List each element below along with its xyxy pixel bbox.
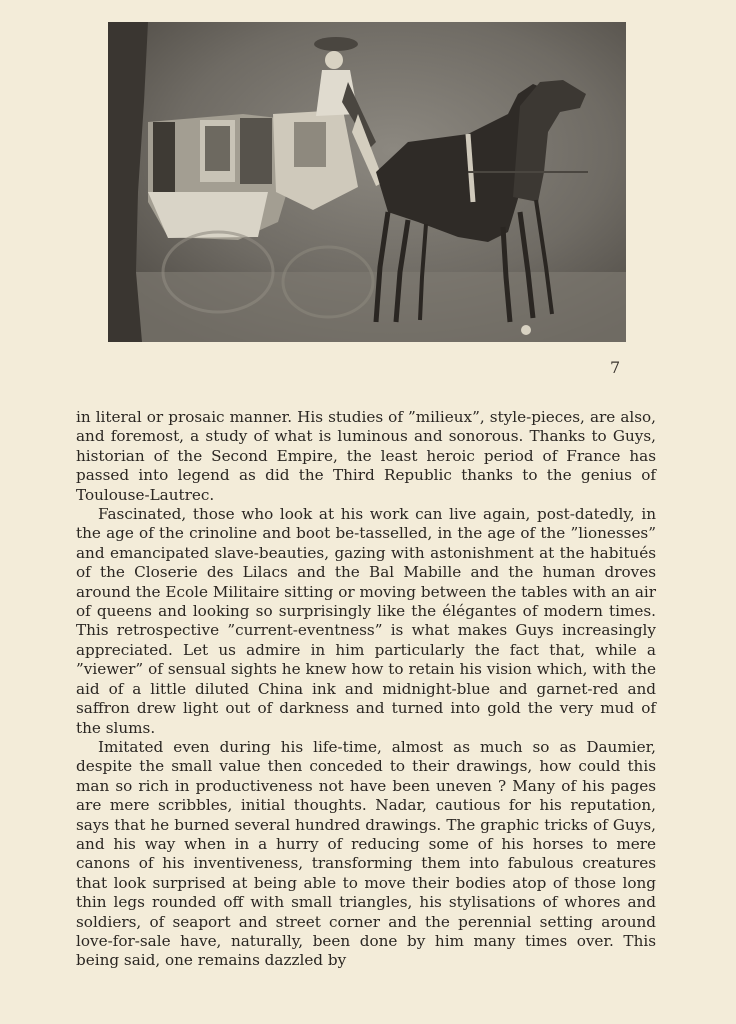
page-number: 7 <box>610 358 621 377</box>
paragraph-1: in literal or prosaic manner. His studies of ”milieux”, style-pieces, are also, and foremost, a study of what is luminous and sonorous. Thanks to Guys, historian of the Second Empire, the least heroic period of France has passed into legend as did the Third Republic thanks to the genius of Toulouse-Lautrec. <box>76 408 656 504</box>
paragraph-2: Fascinated, those who look at his work can live again, post-datedly, in the age of the crinoline and boot be-tasselled, in the age of the ”lionesses” and emancipated slave-beauties, gazing with astonishment at the habitués of the Closerie des Lilacs and the Bal Mabille and the human droves around the Ecole Militaire sitting or moving between the tables with an air of queens and looking so surprisingly like the élégantes of modern times. This retrospective ”current-eventness” is what makes Guys increasingly appreciated. Let us admire in him particularly the fact that, while a ”viewer” of sensual sights he knew how to retain his vision which, with the aid of a little diluted China ink and midnight-blue and garnet-red and saffron drew light out of darkness and turned into gold the very mud of the slums. <box>76 505 656 737</box>
body-text <box>76 408 656 971</box>
illustration-carriage <box>108 22 626 342</box>
paragraph-3: Imitated even during his life-time, almost as much so as Daumier, despite the small value then conceded to their drawings, how could this man so rich in productiveness not have been uneven ? Many of his pages are mere scribbles, initial thoughts. Nadar, cautious for his reputation, says that he burned several hundred drawings. The graphic tricks of Guys, and his way when in a hurry of reducing some of his horses to mere canons of his inventiveness, transforming them into fabulous creatures that look surprised at being able to move their bodies atop of those long thin legs rounded off with small triangles, his stylisations of whores and soldiers, of seaport and street corner and the perennial setting around love-for-sale have, naturally, been done by him many times over. This being said, one remains dazzled by <box>76 737 656 970</box>
carriage-drawing <box>108 22 626 342</box>
